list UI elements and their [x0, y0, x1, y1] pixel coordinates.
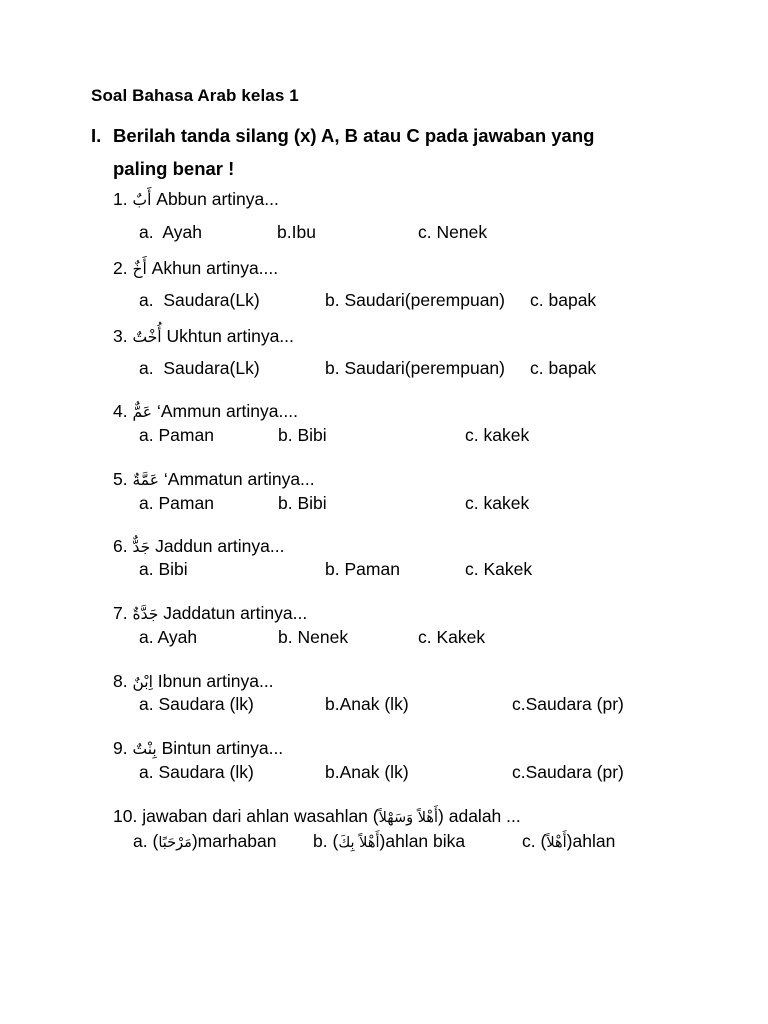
- question-number: 4.: [113, 401, 128, 421]
- option-label: b.: [313, 831, 328, 851]
- option-b[interactable]: [278, 626, 348, 648]
- option-label: c.: [465, 425, 479, 445]
- question-text: Ukhtun artinya...: [166, 326, 294, 346]
- option-text: Nenek: [297, 627, 349, 647]
- question-stem: [113, 325, 294, 348]
- option-label: a.: [139, 627, 154, 647]
- page-title: Soal Bahasa Arab kelas 1: [91, 86, 299, 105]
- question-text: Abbun artinya...: [156, 189, 279, 209]
- option-text: Ayah: [157, 627, 198, 647]
- option-label: b.: [325, 358, 340, 378]
- question-number: 6.: [113, 536, 128, 556]
- option-label: c.: [512, 694, 526, 714]
- option-arabic: مَرْحَبًا: [158, 835, 192, 851]
- option-b[interactable]: [325, 693, 409, 715]
- option-a[interactable]: [139, 761, 254, 783]
- question-arabic-term: أَبٌ: [132, 191, 152, 209]
- option-text: Saudara (lk): [158, 762, 254, 782]
- question-arabic-term: جَدَّةٌ: [132, 605, 159, 623]
- option-text: Kakek: [483, 559, 533, 579]
- instruction-block: [91, 119, 691, 185]
- instruction-line-2: paling benar !: [113, 158, 235, 179]
- option-b[interactable]: [278, 424, 327, 446]
- option-label: a.: [139, 425, 154, 445]
- option-c[interactable]: [418, 221, 487, 243]
- question-arabic-term: بِنْتٌ: [132, 740, 157, 758]
- option-a[interactable]: [139, 626, 197, 648]
- option-label: a.: [139, 762, 154, 782]
- question-stem: [113, 670, 274, 693]
- option-a[interactable]: [139, 693, 254, 715]
- option-label: a.: [133, 831, 148, 851]
- option-c[interactable]: [465, 558, 532, 580]
- question-number: 8.: [113, 671, 128, 691]
- option-text: Ibu: [291, 222, 316, 242]
- question-arabic-term: عَمَّةٌ: [132, 471, 160, 489]
- question-stem: [113, 257, 278, 280]
- option-text: Saudara (pr): [525, 762, 624, 782]
- option-label: a.: [139, 222, 154, 242]
- option-label: a.: [139, 694, 154, 714]
- option-arabic: أَهْلاً: [546, 835, 567, 851]
- question-text: ‘Ammatun artinya...: [163, 469, 315, 489]
- option-label: b.: [325, 694, 340, 714]
- option-arabic: أَهْلاً بِكَ: [338, 835, 380, 851]
- option-label: c.: [418, 222, 432, 242]
- option-a[interactable]: [139, 492, 214, 514]
- option-c[interactable]: [512, 761, 624, 783]
- option-label: a.: [139, 290, 154, 310]
- option-text: Saudara (pr): [525, 694, 624, 714]
- question-arabic-phrase: أَهْلاً وَسَهْلاً: [378, 810, 439, 826]
- option-label: c.: [465, 559, 479, 579]
- question-arabic-term: أُخْتٌ: [132, 328, 162, 346]
- option-c[interactable]: [530, 289, 596, 311]
- question-arabic-term: أَخٌ: [132, 260, 147, 278]
- option-text: Bibi: [297, 425, 327, 445]
- option-label: b.: [325, 762, 340, 782]
- question-number: 3.: [113, 326, 128, 346]
- question-text: Bintun artinya...: [161, 738, 284, 758]
- question-number: 5.: [113, 469, 128, 489]
- option-text: Anak (lk): [339, 694, 409, 714]
- instruction-line-1: Berilah tanda silang (x) A, B atau C pada jawaban yang: [113, 125, 595, 146]
- option-b[interactable]: b. (أَهْلاً بِكَ)ahlan bika: [313, 831, 466, 851]
- option-c[interactable]: c. (أَهْلاً)ahlan: [522, 831, 616, 851]
- option-label: b.: [325, 559, 340, 579]
- option-text: Paman: [158, 493, 214, 513]
- option-a[interactable]: [139, 289, 260, 311]
- instruction-numeral: I.: [91, 125, 102, 146]
- option-text: Saudara (lk): [158, 694, 254, 714]
- question-arabic-term: اِبْنٌ: [132, 673, 153, 691]
- question-stem: [113, 468, 315, 491]
- question-number: 7.: [113, 603, 128, 623]
- option-text: Paman: [158, 425, 214, 445]
- question-text: ‘Ammun artinya....: [156, 401, 298, 421]
- option-label: a.: [139, 493, 154, 513]
- option-c[interactable]: [465, 492, 529, 514]
- question-text: Akhun artinya....: [151, 258, 279, 278]
- option-a[interactable]: [139, 221, 202, 243]
- question-stem: [113, 535, 284, 558]
- option-label: b.: [325, 290, 340, 310]
- question-text: Jaddun artinya...: [155, 536, 285, 556]
- option-label: b.: [278, 627, 293, 647]
- question-stem: [113, 400, 298, 423]
- option-b[interactable]: [325, 289, 505, 311]
- option-text: kakek: [483, 493, 530, 513]
- option-label: a.: [139, 559, 154, 579]
- option-a[interactable]: [139, 558, 188, 580]
- option-label: c.: [465, 493, 479, 513]
- question-stem: [113, 737, 283, 760]
- option-b[interactable]: [325, 761, 409, 783]
- option-label: c.: [418, 627, 432, 647]
- option-a[interactable]: [139, 357, 260, 379]
- option-text: Saudara(Lk): [163, 290, 260, 310]
- option-text: Saudari(perempuan): [344, 290, 505, 310]
- option-text: marhaban: [197, 831, 277, 851]
- option-b[interactable]: [277, 221, 316, 243]
- option-a[interactable]: [139, 424, 214, 446]
- option-b[interactable]: [325, 558, 400, 580]
- option-text: Bibi: [158, 559, 188, 579]
- option-text: ahlan: [572, 831, 616, 851]
- option-c[interactable]: [418, 626, 485, 648]
- option-label: c.: [522, 831, 536, 851]
- question-text: Ibnun artinya...: [157, 671, 274, 691]
- question-text-before: jawaban dari ahlan wasahlan (: [142, 806, 379, 826]
- question-stem: [113, 188, 279, 211]
- question-arabic-term: عَمٌّ: [132, 403, 153, 421]
- option-text: ahlan bika: [385, 831, 466, 851]
- option-b[interactable]: [278, 492, 327, 514]
- option-c[interactable]: [465, 424, 529, 446]
- option-text: Kakek: [436, 627, 486, 647]
- option-label: a.: [139, 358, 154, 378]
- option-c[interactable]: [530, 357, 596, 379]
- question-number: 1.: [113, 189, 128, 209]
- option-text: Saudari(perempuan): [344, 358, 505, 378]
- option-a[interactable]: a. (مَرْحَبًا)marhaban: [133, 831, 277, 851]
- question-number: 10.: [113, 806, 138, 826]
- option-label: b.: [278, 493, 293, 513]
- option-label: c.: [530, 290, 544, 310]
- option-text: Paman: [344, 559, 400, 579]
- question-text-after: ) adalah ...: [438, 806, 521, 826]
- question-stem: [113, 602, 307, 625]
- option-text: kakek: [483, 425, 530, 445]
- question-number: 2.: [113, 258, 128, 278]
- option-label: c.: [530, 358, 544, 378]
- option-c[interactable]: [512, 693, 624, 715]
- question-number: 9.: [113, 738, 128, 758]
- question-text: Jaddatun artinya...: [163, 603, 308, 623]
- option-text: Ayah: [162, 222, 202, 242]
- option-text: Saudara(Lk): [163, 358, 260, 378]
- option-label: c.: [512, 762, 526, 782]
- option-b[interactable]: [325, 357, 505, 379]
- option-label: b.: [277, 222, 292, 242]
- option-text: Bibi: [297, 493, 327, 513]
- option-text: bapak: [548, 290, 597, 310]
- question-arabic-term: جَدٌّ: [132, 538, 151, 556]
- question-stem: [113, 805, 521, 829]
- option-text: Anak (lk): [339, 762, 409, 782]
- option-label: b.: [278, 425, 293, 445]
- option-text: Nenek: [436, 222, 488, 242]
- option-text: bapak: [548, 358, 597, 378]
